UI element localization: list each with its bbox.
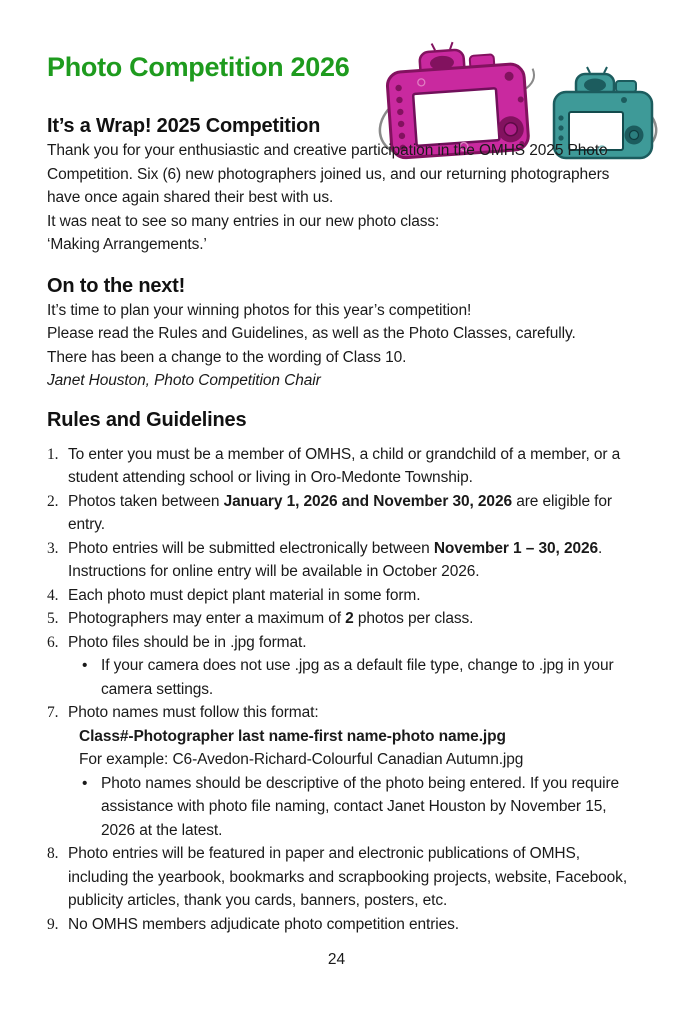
rule-text: Photo names must follow this format: [68,704,319,721]
rule-item-9 [47,913,637,937]
rule-number: 1. [47,445,59,463]
photo-name-example-line: For example: C6-Avedon-Richard-Colourful Canadian Autumn.jpg [79,751,524,768]
bullet-icon: • [82,657,88,674]
rule-item-6 [47,631,637,702]
rule-number: 4. [47,586,59,604]
rule-number: 6. [47,633,59,651]
rule-number: 5. [47,610,59,627]
next-paragraph-line-3: There has been a change to the wording of Class 10. [47,348,407,366]
rule-number: 8. [47,845,59,862]
rule-text: Each photo must depict plant material in some form. [68,586,421,604]
sub-bullet-text: Photo names should be descriptive of the photo being entered. If you require assistance with photo file naming, contact Janet Houston by November 15, 2026 at the latest. [101,774,620,839]
next-paragraph-line-2: Please read the Rules and Guidelines, as well as the Photo Classes, carefully. [47,325,576,342]
rule-item-1 [47,443,637,490]
rule-text: are eligible for entry. [68,492,612,533]
rule-text: Photo entries will be featured in paper and electronic publications of OMHS, including the yearbook, bookmarks and scrapbooking projects, website, Facebook, publicity articles, thank you cards, banners, posters, etc. [68,845,628,909]
rule-item-2 [47,490,637,537]
rule-number: 3. [47,539,59,557]
rule-text: photos per class. [353,610,474,627]
rule-text: No OMHS members adjudicate photo competition entries. [68,915,459,933]
photo-name-format-line: Class#-Photographer last name-first name-photo name.jpg [79,727,506,745]
rule-number: 9. [47,915,59,933]
next-paragraph [47,299,637,370]
rule-text: Photographers may enter a maximum of [68,610,346,627]
byline: Janet Houston, Photo Competition Chair [47,372,321,389]
rule-text: Photo files should be in .jpg format. [68,633,307,651]
wrap-paragraph-2 [47,210,637,257]
next-paragraph-line-1: It’s time to plan your winning photos for this year’s competition! [47,301,472,319]
rule-text-bold: 2 [345,610,354,627]
rules-section-heading: Rules and Guidelines [47,408,247,431]
rule-item-3 [47,537,637,584]
document-body [47,0,637,936]
wrap-paragraph-2-line-1: It was neat to see so many entries in our new photo class: [47,212,440,230]
rule-text-bold: January 1, 2026 and November 30, 2026 [223,492,512,510]
rule-item-4 [47,584,637,608]
sub-bullet-text: If your camera does not use .jpg as a default file type, change to .jpg in your camera settings. [101,657,614,698]
wrap-section-heading: It’s a Wrap! 2025 Competition [47,115,321,137]
rule-item-5 [47,607,637,631]
rules-list [47,443,637,937]
bullet-icon: • [82,774,88,792]
rule-6-sub-bullets [68,654,637,701]
rule-number: 2. [47,492,59,510]
page-number: 24 [327,951,346,968]
rule-text: Photos taken between [68,492,224,510]
sub-bullet-item [68,772,637,843]
rule-text: Photo entries will be submitted electronically between [68,539,434,557]
rule-number: 7. [47,704,59,721]
wrap-paragraph-2-line-2: ‘Making Arrangements.’ [47,236,207,253]
sub-bullet-item [68,654,637,701]
rule-text-bold: November 1 – 30, 2026 [433,539,599,557]
rule-7-sub-bullets [68,772,637,843]
next-section-heading: On to the next! [47,274,186,297]
rule-item-8 [47,842,637,913]
rule-text: To enter you must be a member of OMHS, a child or grandchild of a member, or a student attending school or living in Oro-Medonte Township. [68,445,621,486]
page-title: Photo Competition 2026 [47,52,350,82]
rule-text: . Instructions for online entry will be available in October 2026. [68,539,603,580]
rule-item-7 [47,701,637,842]
wrap-paragraph-1: Thank you for your enthusiastic and creative participation in the OMHS 2025 Photo Competition. Six (6) new photographers joined us, and our returning photographers have once again shared their best with us. [47,142,610,206]
